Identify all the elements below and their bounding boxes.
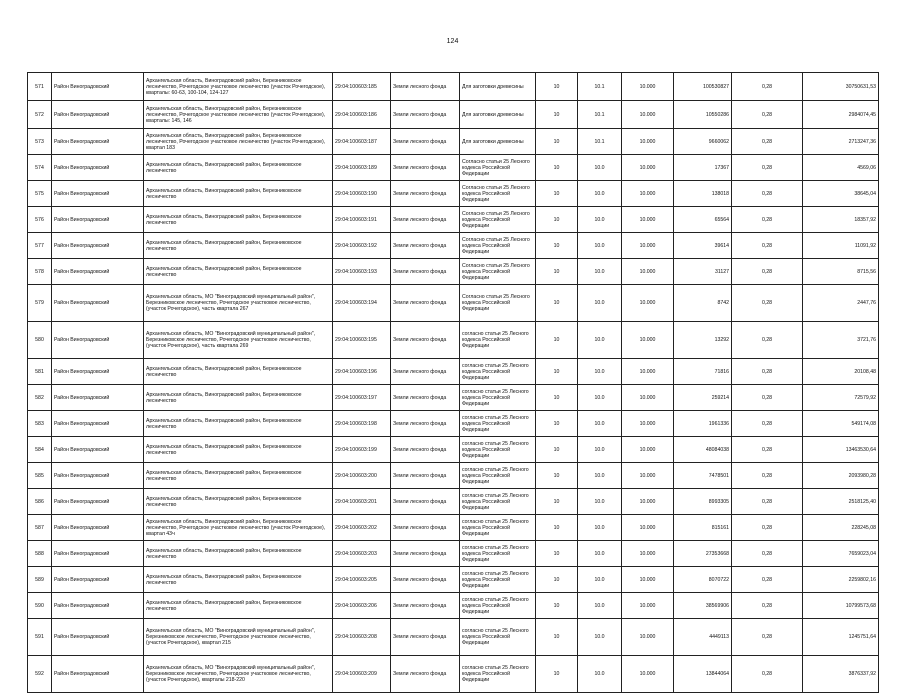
district-cell: Район Виноградовский <box>52 541 144 567</box>
table-row <box>28 359 879 385</box>
subgroup-code-cell: 10.1 <box>578 101 622 129</box>
area-cell: 100530827 <box>674 73 732 101</box>
area-cell: 71816 <box>674 359 732 385</box>
cadastral-number-cell: 29:04:100603:193 <box>333 259 391 285</box>
address-cell: Архангельская область, Виноградовский район, Березниковское лесничество <box>144 593 333 619</box>
table-row <box>28 593 879 619</box>
rate-cell: 0,28 <box>732 619 803 656</box>
subgroup-code-cell: 10.0 <box>578 541 622 567</box>
row-number: 571 <box>28 73 52 101</box>
land-category-cell: Земли лесного фонда <box>391 437 460 463</box>
land-category-cell: Земли лесного фонда <box>391 385 460 411</box>
group-code-cell: 10 <box>536 593 578 619</box>
rate-cell: 0,28 <box>732 567 803 593</box>
rate-cell: 0,28 <box>732 285 803 322</box>
cadastral-number-cell: 29:04:100603:191 <box>333 207 391 233</box>
group-code-cell: 10 <box>536 155 578 181</box>
cadastral-number-cell: 29:04:100603:201 <box>333 489 391 515</box>
land-category-cell: Земли лесного фонда <box>391 619 460 656</box>
rate-cell: 0,28 <box>732 259 803 285</box>
area-cell: 31127 <box>674 259 732 285</box>
type-code-cell: 10.000 <box>622 619 674 656</box>
area-cell: 27353668 <box>674 541 732 567</box>
row-number: 576 <box>28 207 52 233</box>
subgroup-code-cell: 10.0 <box>578 489 622 515</box>
area-cell: 7478501 <box>674 463 732 489</box>
subgroup-code-cell: 10.0 <box>578 567 622 593</box>
group-code-cell: 10 <box>536 359 578 385</box>
land-category-cell: Земли лесного фонда <box>391 181 460 207</box>
land-category-cell: Земли лесного фонда <box>391 411 460 437</box>
permitted-use-cell: Согласно статьи 25 Лесного кодекса Российской Федерации <box>460 259 536 285</box>
type-code-cell: 10.000 <box>622 385 674 411</box>
cadastral-value-cell: 2713247,36 <box>803 129 879 155</box>
subgroup-code-cell: 10.0 <box>578 593 622 619</box>
type-code-cell: 10.000 <box>622 259 674 285</box>
cadastral-number-cell: 29:04:100603:209 <box>333 656 391 693</box>
cadastral-number-cell: 29:04:100603:199 <box>333 437 391 463</box>
permitted-use-cell: согласно статьи 25 Лесного кодекса Российской Федерации <box>460 541 536 567</box>
permitted-use-cell: согласно статьи 25 Лесного кодекса Российской Федерации <box>460 411 536 437</box>
table-row <box>28 463 879 489</box>
permitted-use-cell: согласно статьи 25 Лесного кодекса Российской Федерации <box>460 593 536 619</box>
rate-cell: 0,28 <box>732 385 803 411</box>
permitted-use-cell: Согласно статьи 25 Лесного кодекса Российской Федерации <box>460 233 536 259</box>
district-cell: Район Виноградовский <box>52 593 144 619</box>
group-code-cell: 10 <box>536 489 578 515</box>
permitted-use-cell: Согласно статьи 25 Лесного кодекса Российской Федерации <box>460 285 536 322</box>
rate-cell: 0,28 <box>732 656 803 693</box>
cadastral-number-cell: 29:04:100603:189 <box>333 155 391 181</box>
type-code-cell: 10.000 <box>622 207 674 233</box>
type-code-cell: 10.000 <box>622 656 674 693</box>
cadastral-value-cell: 13463530,64 <box>803 437 879 463</box>
permitted-use-cell: согласно статьи 25 Лесного кодекса Российской Федерации <box>460 463 536 489</box>
cadastral-value-cell: 20108,48 <box>803 359 879 385</box>
table-row <box>28 619 879 656</box>
type-code-cell: 10.000 <box>622 233 674 259</box>
type-code-cell: 10.000 <box>622 515 674 541</box>
cadastral-number-cell: 29:04:100603:198 <box>333 411 391 437</box>
cadastral-value-cell: 18357,92 <box>803 207 879 233</box>
table-row <box>28 129 879 155</box>
cadastral-number-cell: 29:04:100603:187 <box>333 129 391 155</box>
address-cell: Архангельская область, Виноградовский район, Березниковское лесничество <box>144 207 333 233</box>
row-number: 582 <box>28 385 52 411</box>
subgroup-code-cell: 10.0 <box>578 385 622 411</box>
type-code-cell: 10.000 <box>622 541 674 567</box>
row-number: 572 <box>28 101 52 129</box>
address-cell: Архангельская область, Виноградовский район, Березниковское лесничество <box>144 359 333 385</box>
cadastral-value-cell: 228245,08 <box>803 515 879 541</box>
row-number: 573 <box>28 129 52 155</box>
group-code-cell: 10 <box>536 233 578 259</box>
address-cell: Архангельская область, Виноградовский район, Березниковское лесничество <box>144 385 333 411</box>
address-cell: Архангельская область, Виноградовский район, Березниковское лесничество <box>144 567 333 593</box>
row-number: 591 <box>28 619 52 656</box>
land-category-cell: Земли лесного фонда <box>391 285 460 322</box>
row-number: 577 <box>28 233 52 259</box>
group-code-cell: 10 <box>536 656 578 693</box>
table-row <box>28 656 879 693</box>
area-cell: 39614 <box>674 233 732 259</box>
type-code-cell: 10.000 <box>622 489 674 515</box>
area-cell: 4449113 <box>674 619 732 656</box>
district-cell: Район Виноградовский <box>52 233 144 259</box>
row-number: 585 <box>28 463 52 489</box>
type-code-cell: 10.000 <box>622 129 674 155</box>
group-code-cell: 10 <box>536 322 578 359</box>
rate-cell: 0,28 <box>732 411 803 437</box>
district-cell: Район Виноградовский <box>52 322 144 359</box>
address-cell: Архангельская область, Виноградовский район, Березниковское лесничество <box>144 181 333 207</box>
type-code-cell: 10.000 <box>622 463 674 489</box>
cadastral-value-cell: 2984074,45 <box>803 101 879 129</box>
land-category-cell: Земли лесного фонда <box>391 233 460 259</box>
district-cell: Район Виноградовский <box>52 259 144 285</box>
cadastral-value-cell: 10799573,68 <box>803 593 879 619</box>
address-cell: Архангельская область, Виноградовский район, Березниковское лесничество <box>144 233 333 259</box>
cadastral-number-cell: 29:04:100603:196 <box>333 359 391 385</box>
area-cell: 10550286 <box>674 101 732 129</box>
area-cell: 8070722 <box>674 567 732 593</box>
rate-cell: 0,28 <box>732 73 803 101</box>
group-code-cell: 10 <box>536 515 578 541</box>
cadastral-number-cell: 29:04:100603:186 <box>333 101 391 129</box>
type-code-cell: 10.000 <box>622 181 674 207</box>
permitted-use-cell: согласно статьи 25 Лесного кодекса Российской Федерации <box>460 322 536 359</box>
cadastral-value-cell: 11091,92 <box>803 233 879 259</box>
row-number: 584 <box>28 437 52 463</box>
group-code-cell: 10 <box>536 463 578 489</box>
permitted-use-cell: согласно статьи 25 Лесного кодекса Российской Федерации <box>460 656 536 693</box>
area-cell: 48084038 <box>674 437 732 463</box>
subgroup-code-cell: 10.0 <box>578 437 622 463</box>
type-code-cell: 10.000 <box>622 359 674 385</box>
area-cell: 1961336 <box>674 411 732 437</box>
subgroup-code-cell: 10.0 <box>578 515 622 541</box>
group-code-cell: 10 <box>536 181 578 207</box>
rate-cell: 0,28 <box>732 207 803 233</box>
group-code-cell: 10 <box>536 259 578 285</box>
land-category-cell: Земли лесного фонда <box>391 656 460 693</box>
area-cell: 138018 <box>674 181 732 207</box>
cadastral-number-cell: 29:04:100603:205 <box>333 567 391 593</box>
area-cell: 13844064 <box>674 656 732 693</box>
cadastral-number-cell: 29:04:100603:200 <box>333 463 391 489</box>
rate-cell: 0,28 <box>732 322 803 359</box>
district-cell: Район Виноградовский <box>52 385 144 411</box>
group-code-cell: 10 <box>536 541 578 567</box>
land-category-cell: Земли лесного фонда <box>391 541 460 567</box>
area-cell: 8993305 <box>674 489 732 515</box>
land-category-cell: Земли лесного фонда <box>391 129 460 155</box>
address-cell: Архангельская область, Виноградовский район, Березниковское лесничество <box>144 155 333 181</box>
cadastral-value-cell: 7659023,04 <box>803 541 879 567</box>
table-row <box>28 285 879 322</box>
row-number: 589 <box>28 567 52 593</box>
group-code-cell: 10 <box>536 285 578 322</box>
address-cell: Архангельская область, Виноградовский район, Березниковское лесничество, Рочегодское участковое лесничество (участок Рочегодское), квартал 183 <box>144 129 333 155</box>
address-cell: Архангельская область, Виноградовский район, Березниковское лесничество <box>144 541 333 567</box>
cadastral-value-cell: 72579,92 <box>803 385 879 411</box>
rate-cell: 0,28 <box>732 101 803 129</box>
rate-cell: 0,28 <box>732 129 803 155</box>
rate-cell: 0,28 <box>732 359 803 385</box>
row-number: 592 <box>28 656 52 693</box>
area-cell: 17367 <box>674 155 732 181</box>
permitted-use-cell: согласно статьи 25 Лесного кодекса Российской Федерации <box>460 437 536 463</box>
district-cell: Район Виноградовский <box>52 463 144 489</box>
row-number: 590 <box>28 593 52 619</box>
cadastral-value-cell: 8715,56 <box>803 259 879 285</box>
address-cell: Архангельская область, МО "Виноградовский муниципальный район", Березниковское лесничество, Рочегодское участковое лесничество, (участок Рочегодское), кварталы 218-220 <box>144 656 333 693</box>
type-code-cell: 10.000 <box>622 101 674 129</box>
land-category-cell: Земли лесного фонда <box>391 463 460 489</box>
subgroup-code-cell: 10.0 <box>578 656 622 693</box>
permitted-use-cell: Согласно статьи 25 Лесного кодекса Российской Федерации <box>460 155 536 181</box>
registry-table <box>27 72 879 693</box>
address-cell: Архангельская область, МО "Виноградовский муниципальный район", Березниковское лесничество, Рочегодское участковое лесничество, (участок Рочегодское), квартал 215 <box>144 619 333 656</box>
rate-cell: 0,28 <box>732 515 803 541</box>
area-cell: 38569906 <box>674 593 732 619</box>
permitted-use-cell: Для заготовки древесины <box>460 129 536 155</box>
land-category-cell: Земли лесного фонда <box>391 593 460 619</box>
row-number: 586 <box>28 489 52 515</box>
subgroup-code-cell: 10.1 <box>578 73 622 101</box>
cadastral-value-cell: 4569,06 <box>803 155 879 181</box>
permitted-use-cell: согласно статьи 25 Лесного кодекса Российской Федерации <box>460 515 536 541</box>
cadastral-number-cell: 29:04:100603:202 <box>333 515 391 541</box>
group-code-cell: 10 <box>536 619 578 656</box>
rate-cell: 0,28 <box>732 541 803 567</box>
table-row <box>28 155 879 181</box>
cadastral-value-cell: 2093980,28 <box>803 463 879 489</box>
area-cell: 65564 <box>674 207 732 233</box>
registry-body <box>28 73 879 693</box>
subgroup-code-cell: 10.0 <box>578 285 622 322</box>
table-row <box>28 437 879 463</box>
subgroup-code-cell: 10.0 <box>578 619 622 656</box>
cadastral-number-cell: 29:04:100603:192 <box>333 233 391 259</box>
group-code-cell: 10 <box>536 73 578 101</box>
group-code-cell: 10 <box>536 437 578 463</box>
district-cell: Район Виноградовский <box>52 181 144 207</box>
cadastral-number-cell: 29:04:100603:206 <box>333 593 391 619</box>
address-cell: Архангельская область, Виноградовский район, Березниковское лесничество <box>144 411 333 437</box>
permitted-use-cell: согласно статьи 25 Лесного кодекса Российской Федерации <box>460 619 536 656</box>
address-cell: Архангельская область, МО "Виноградовский муниципальный район", Березниковское лесничество, Рочегодское участковое лесничество, (участок Рочегодское), часть квартала 267 <box>144 285 333 322</box>
table-row <box>28 101 879 129</box>
type-code-cell: 10.000 <box>622 593 674 619</box>
rate-cell: 0,28 <box>732 463 803 489</box>
area-cell: 8742 <box>674 285 732 322</box>
address-cell: Архангельская область, Виноградовский район, Березниковское лесничество, Рочегодское участковое лесничество (участок Рочегодское), квартал 43ч <box>144 515 333 541</box>
group-code-cell: 10 <box>536 207 578 233</box>
rate-cell: 0,28 <box>732 437 803 463</box>
table-row <box>28 181 879 207</box>
group-code-cell: 10 <box>536 411 578 437</box>
cadastral-value-cell: 2518125,40 <box>803 489 879 515</box>
permitted-use-cell: согласно статьи 25 Лесного кодекса Российской Федерации <box>460 489 536 515</box>
cadastral-value-cell: 3721,76 <box>803 322 879 359</box>
row-number: 580 <box>28 322 52 359</box>
subgroup-code-cell: 10.0 <box>578 463 622 489</box>
type-code-cell: 10.000 <box>622 567 674 593</box>
district-cell: Район Виноградовский <box>52 567 144 593</box>
permitted-use-cell: Для заготовки древесины <box>460 101 536 129</box>
cadastral-value-cell: 30750631,53 <box>803 73 879 101</box>
land-category-cell: Земли лесного фонда <box>391 259 460 285</box>
subgroup-code-cell: 10.0 <box>578 322 622 359</box>
subgroup-code-cell: 10.0 <box>578 233 622 259</box>
cadastral-value-cell: 2447,76 <box>803 285 879 322</box>
cadastral-value-cell: 1245751,64 <box>803 619 879 656</box>
land-category-cell: Земли лесного фонда <box>391 515 460 541</box>
row-number: 587 <box>28 515 52 541</box>
rate-cell: 0,28 <box>732 155 803 181</box>
cadastral-number-cell: 29:04:100603:195 <box>333 322 391 359</box>
land-category-cell: Земли лесного фонда <box>391 155 460 181</box>
district-cell: Район Виноградовский <box>52 359 144 385</box>
cadastral-number-cell: 29:04:100603:194 <box>333 285 391 322</box>
rate-cell: 0,28 <box>732 593 803 619</box>
area-cell: 815161 <box>674 515 732 541</box>
table-row <box>28 411 879 437</box>
address-cell: Архангельская область, Виноградовский район, Березниковское лесничество <box>144 489 333 515</box>
address-cell: Архангельская область, Виноградовский район, Березниковское лесничество <box>144 437 333 463</box>
cadastral-value-cell: 549174,08 <box>803 411 879 437</box>
address-cell: Архангельская область, Виноградовский район, Березниковское лесничество <box>144 463 333 489</box>
district-cell: Район Виноградовский <box>52 656 144 693</box>
row-number: 575 <box>28 181 52 207</box>
cadastral-number-cell: 29:04:100603:185 <box>333 73 391 101</box>
cadastral-value-cell: 2259802,16 <box>803 567 879 593</box>
district-cell: Район Виноградовский <box>52 207 144 233</box>
district-cell: Район Виноградовский <box>52 155 144 181</box>
rate-cell: 0,28 <box>732 489 803 515</box>
group-code-cell: 10 <box>536 129 578 155</box>
cadastral-number-cell: 29:04:100603:190 <box>333 181 391 207</box>
district-cell: Район Виноградовский <box>52 73 144 101</box>
permitted-use-cell: согласно статьи 25 Лесного кодекса Российской Федерации <box>460 567 536 593</box>
subgroup-code-cell: 10.0 <box>578 411 622 437</box>
table-row <box>28 385 879 411</box>
district-cell: Район Виноградовский <box>52 411 144 437</box>
row-number: 574 <box>28 155 52 181</box>
subgroup-code-cell: 10.0 <box>578 207 622 233</box>
type-code-cell: 10.000 <box>622 322 674 359</box>
cadastral-number-cell: 29:04:100603:197 <box>333 385 391 411</box>
cadastral-value-cell: 3876337,92 <box>803 656 879 693</box>
cadastral-number-cell: 29:04:100603:203 <box>333 541 391 567</box>
subgroup-code-cell: 10.1 <box>578 129 622 155</box>
permitted-use-cell: согласно статьи 25 Лесного кодекса Российской Федерации <box>460 385 536 411</box>
area-cell: 9660062 <box>674 129 732 155</box>
table-row <box>28 259 879 285</box>
address-cell: Архангельская область, Виноградовский район, Березниковское лесничество <box>144 259 333 285</box>
page-number: 124 <box>446 38 459 45</box>
table-row <box>28 233 879 259</box>
type-code-cell: 10.000 <box>622 285 674 322</box>
table-row <box>28 515 879 541</box>
permitted-use-cell: Согласно статьи 25 Лесного кодекса Российской Федерации <box>460 207 536 233</box>
permitted-use-cell: Согласно статьи 25 Лесного кодекса Российской Федерации <box>460 181 536 207</box>
land-category-cell: Земли лесного фонда <box>391 567 460 593</box>
cadastral-value-cell: 38645,04 <box>803 181 879 207</box>
address-cell: Архангельская область, Виноградовский район, Березниковское лесничество, Рочегодское участковое лесничество (участок Рочегодское), кварталы: 145, 146 <box>144 101 333 129</box>
land-category-cell: Земли лесного фонда <box>391 73 460 101</box>
row-number: 588 <box>28 541 52 567</box>
land-category-cell: Земли лесного фонда <box>391 489 460 515</box>
land-category-cell: Земли лесного фонда <box>391 207 460 233</box>
subgroup-code-cell: 10.0 <box>578 259 622 285</box>
table-row <box>28 489 879 515</box>
area-cell: 259214 <box>674 385 732 411</box>
row-number: 583 <box>28 411 52 437</box>
type-code-cell: 10.000 <box>622 73 674 101</box>
cadastral-number-cell: 29:04:100603:208 <box>333 619 391 656</box>
table-row <box>28 567 879 593</box>
subgroup-code-cell: 10.0 <box>578 359 622 385</box>
table-row <box>28 73 879 101</box>
area-cell: 13292 <box>674 322 732 359</box>
table-row <box>28 322 879 359</box>
table-row <box>28 541 879 567</box>
type-code-cell: 10.000 <box>622 155 674 181</box>
row-number: 581 <box>28 359 52 385</box>
subgroup-code-cell: 10.0 <box>578 181 622 207</box>
permitted-use-cell: согласно статьи 25 Лесного кодекса Российской Федерации <box>460 359 536 385</box>
group-code-cell: 10 <box>536 101 578 129</box>
type-code-cell: 10.000 <box>622 437 674 463</box>
rate-cell: 0,28 <box>732 181 803 207</box>
type-code-cell: 10.000 <box>622 411 674 437</box>
district-cell: Район Виноградовский <box>52 619 144 656</box>
district-cell: Район Виноградовский <box>52 129 144 155</box>
address-cell: Архангельская область, Виноградовский район, Березниковское лесничество, Рочегодское участковое лесничество (участок Рочегодское), кварталы: 60-63, 100-104, 124-127 <box>144 73 333 101</box>
land-category-cell: Земли лесного фонда <box>391 101 460 129</box>
district-cell: Район Виноградовский <box>52 437 144 463</box>
district-cell: Район Виноградовский <box>52 515 144 541</box>
district-cell: Район Виноградовский <box>52 285 144 322</box>
table-row <box>28 207 879 233</box>
rate-cell: 0,28 <box>732 233 803 259</box>
district-cell: Район Виноградовский <box>52 101 144 129</box>
permitted-use-cell: Для заготовки древесины <box>460 73 536 101</box>
land-category-cell: Земли лесного фонда <box>391 322 460 359</box>
group-code-cell: 10 <box>536 567 578 593</box>
address-cell: Архангельская область, МО "Виноградовский муниципальный район", Березниковское лесничество, Рочегодское участковое лесничество, (участок Рочегодское), часть квартала 269 <box>144 322 333 359</box>
row-number: 578 <box>28 259 52 285</box>
district-cell: Район Виноградовский <box>52 489 144 515</box>
land-category-cell: Земли лесного фонда <box>391 359 460 385</box>
row-number: 579 <box>28 285 52 322</box>
group-code-cell: 10 <box>536 385 578 411</box>
subgroup-code-cell: 10.0 <box>578 155 622 181</box>
